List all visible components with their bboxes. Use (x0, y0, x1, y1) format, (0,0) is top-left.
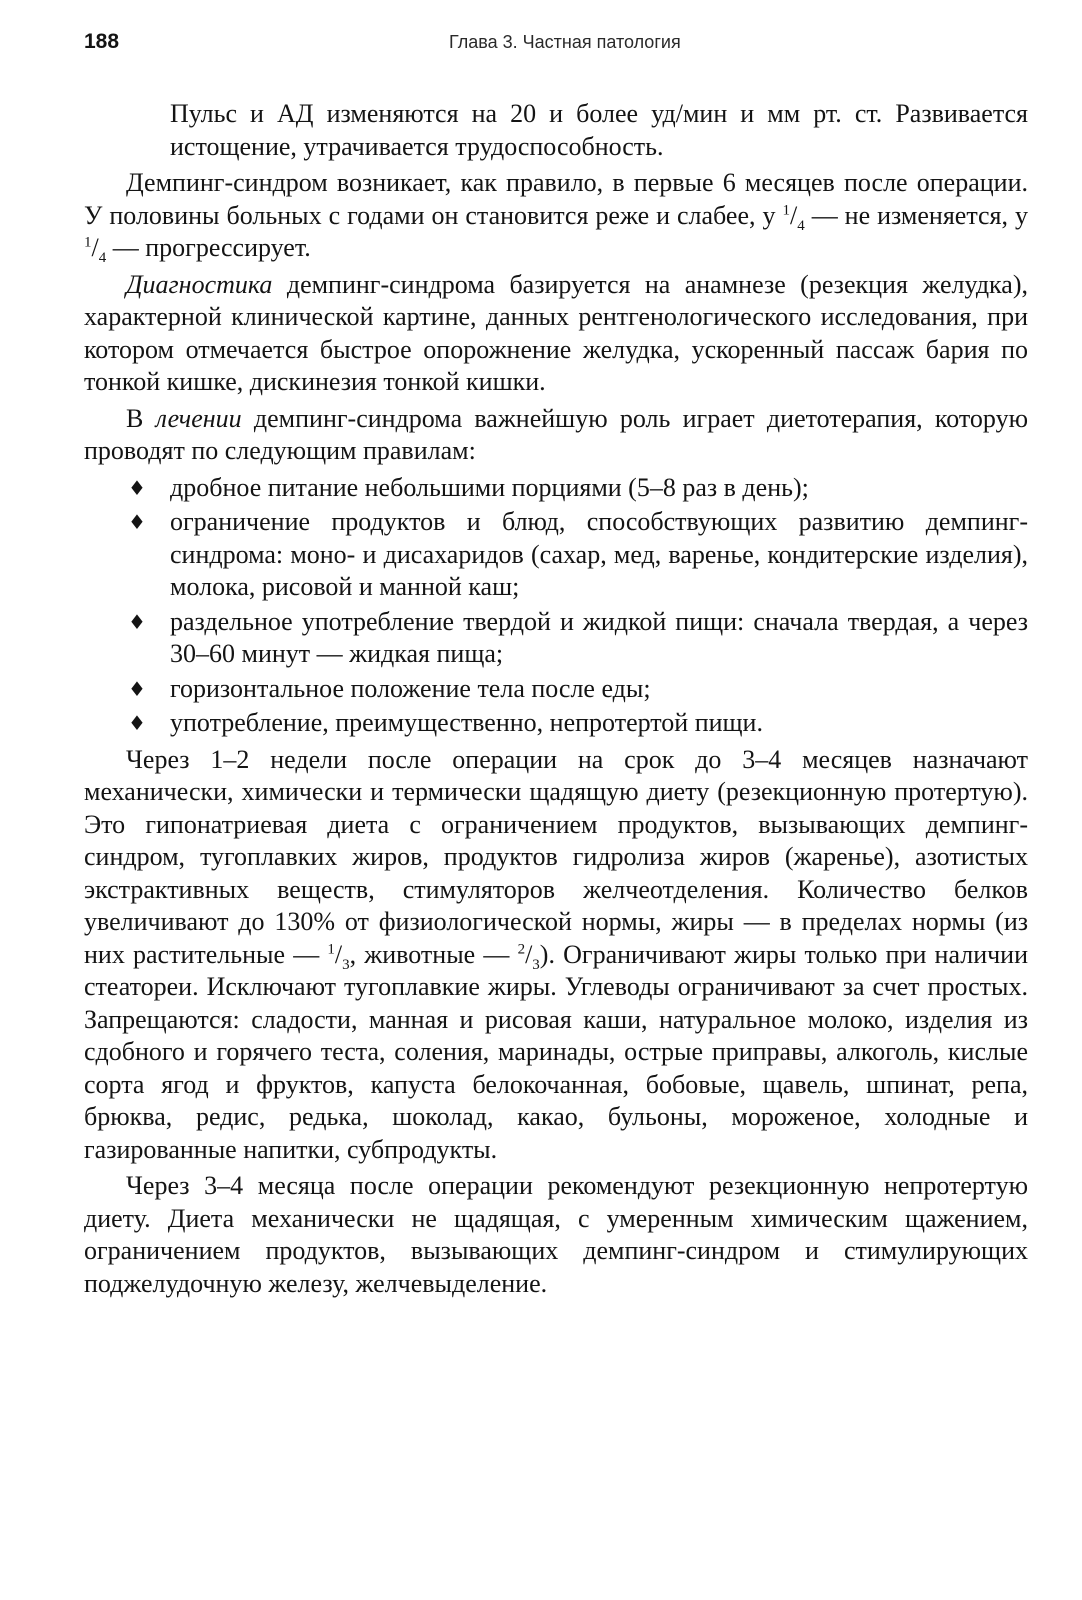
dumping-onset-text-start: Демпинг-синдром возникает, как правило, в первые 6 месяцев после операции. У половины больных с годами он становится реже и слабее, у (84, 168, 1028, 230)
diagnostics-text: демпинг-синдрома базируется на анамнезе (резекция желудка), характерной клинической картине, данных рентгенологического исследования, при котором отмечается быстрое опорожнение желудка, ускоренный пассаж бария по тонкой кишке, дискинезия тонкой кишки. (84, 269, 1028, 396)
fraction-numerator: 1 (327, 940, 335, 957)
list-item (84, 673, 1028, 706)
fraction-one-quarter: $^1/_4$ (84, 233, 107, 267)
paragraph-pulse (84, 98, 1028, 163)
running-title: Глава 3. Частная патология (449, 32, 681, 52)
paragraph-non-pureed-diet (84, 1170, 1028, 1300)
fraction-denominator: 3 (342, 956, 350, 973)
dumping-onset-text-mid: — не изменяется, у (804, 200, 1029, 230)
diamond-bullet-icon: ♦ (128, 609, 146, 634)
paragraph-resection-diet (84, 744, 1028, 1167)
list-item (84, 707, 1028, 740)
list-item-text: употребление, преимущественно, непротертой пищи. (170, 708, 763, 737)
fraction-numerator: 1 (782, 201, 790, 218)
diamond-bullet-icon: ♦ (128, 510, 146, 534)
diamond-bullet-icon: ♦ (128, 711, 146, 735)
diamond-bullet-icon: ♦ (128, 475, 146, 500)
term-diagnostics: Диагностика (126, 269, 273, 299)
fraction-two-thirds: $^2/_3$ (517, 939, 540, 973)
term-treatment: лечении (155, 403, 242, 433)
page-header (84, 30, 1024, 66)
treatment-text-start: В (126, 403, 156, 433)
fraction-denominator: 3 (532, 956, 540, 973)
fraction-numerator: 1 (84, 234, 92, 251)
diamond-bullet-icon: ♦ (128, 676, 146, 701)
resection-diet-text-start: Через 1–2 недели после операции на срок до 3–4 месяцев назначают механически, химически и термически щадящую диету (резекционную протертую). Это гипонатриевая диета с ограничением продуктов, вызывающих демпинг-синдром, тугоплавких жиров, продуктов гидролиза жиров (жаренье), азотистых экстрактивных веществ, стимуляторов желчеотделения. Количество белков увеличивают до 130% от физиологической нормы, жиры — в пределах нормы (из них растительные — (84, 744, 1028, 969)
list-item (84, 606, 1028, 671)
list-item-text: дробное питание небольшими порциями (5–8 раз в день); (170, 472, 809, 502)
paragraph-treatment (84, 403, 1028, 468)
fraction-denominator: 4 (98, 250, 107, 267)
resection-diet-text-end: ). Ограничивают жиры только при наличии стеатореи. Исключают тугоплавкие жиры. Углеводы ограничивают за счет простых. Запрещаются: сладости, манная и рисовая каши, натуральное молоко, изделия из сдобного и горячего теста, соления, маринады, острые приправы, алкоголь, кислые сорта ягод и фруктов, капуста белокочанная, бобовые, щавель, шпинат, репа, брюква, редис, редька, шоколад, какао, бульоны, мороженое, холодные и газированные напитки, субпродукты. (84, 939, 1029, 1164)
page-body (84, 98, 1028, 1304)
fraction-denominator: 4 (797, 217, 805, 234)
paragraph-pulse-text: Пульс и АД изменяются на 20 и более уд/мин и мм рт. ст. Развивается истощение, утрачивается трудоспособность. (170, 99, 1028, 161)
list-item (84, 472, 1028, 505)
page-number: 188 (84, 30, 120, 53)
list-item-text: горизонтальное положение тела после еды; (170, 673, 651, 703)
fraction-numerator: 2 (517, 940, 526, 957)
diet-rules-list (84, 472, 1028, 740)
fraction-one-quarter: $^1/_4$ (782, 200, 805, 234)
non-pureed-diet-text: Через 3–4 месяца после операции рекомендуют резекционную непротертую диету. Диета механически не щадящая, с умеренным химическим щажением, ограничением продуктов, вызывающих демпинг-синдром и стимулирующих поджелудочную железу, желчевыделение. (84, 1171, 1028, 1298)
list-item-text: ограничение продуктов и блюд, способствующих развитию демпинг-синдрома: моно- и дисахаридов (сахар, мед, варенье, кондитерские изделия), молока, рисовой и манной каш; (170, 507, 1028, 601)
list-item-text: раздельное употребление твердой и жидкой пищи: сначала твердая, а через 30–60 минут — жидкая пища; (170, 606, 1028, 668)
treatment-text: демпинг-синдрома важнейшую роль играет диетотерапия, которую проводят по следующим правилам: (84, 403, 1028, 465)
fraction-one-third: $^1/_3$ (327, 939, 350, 973)
dumping-onset-text-end: — прогрессирует. (106, 233, 311, 262)
list-item (84, 506, 1028, 604)
resection-diet-text-mid: , животные — (349, 939, 518, 969)
paragraph-dumping-onset (84, 167, 1028, 265)
paragraph-diagnostics (84, 269, 1028, 399)
